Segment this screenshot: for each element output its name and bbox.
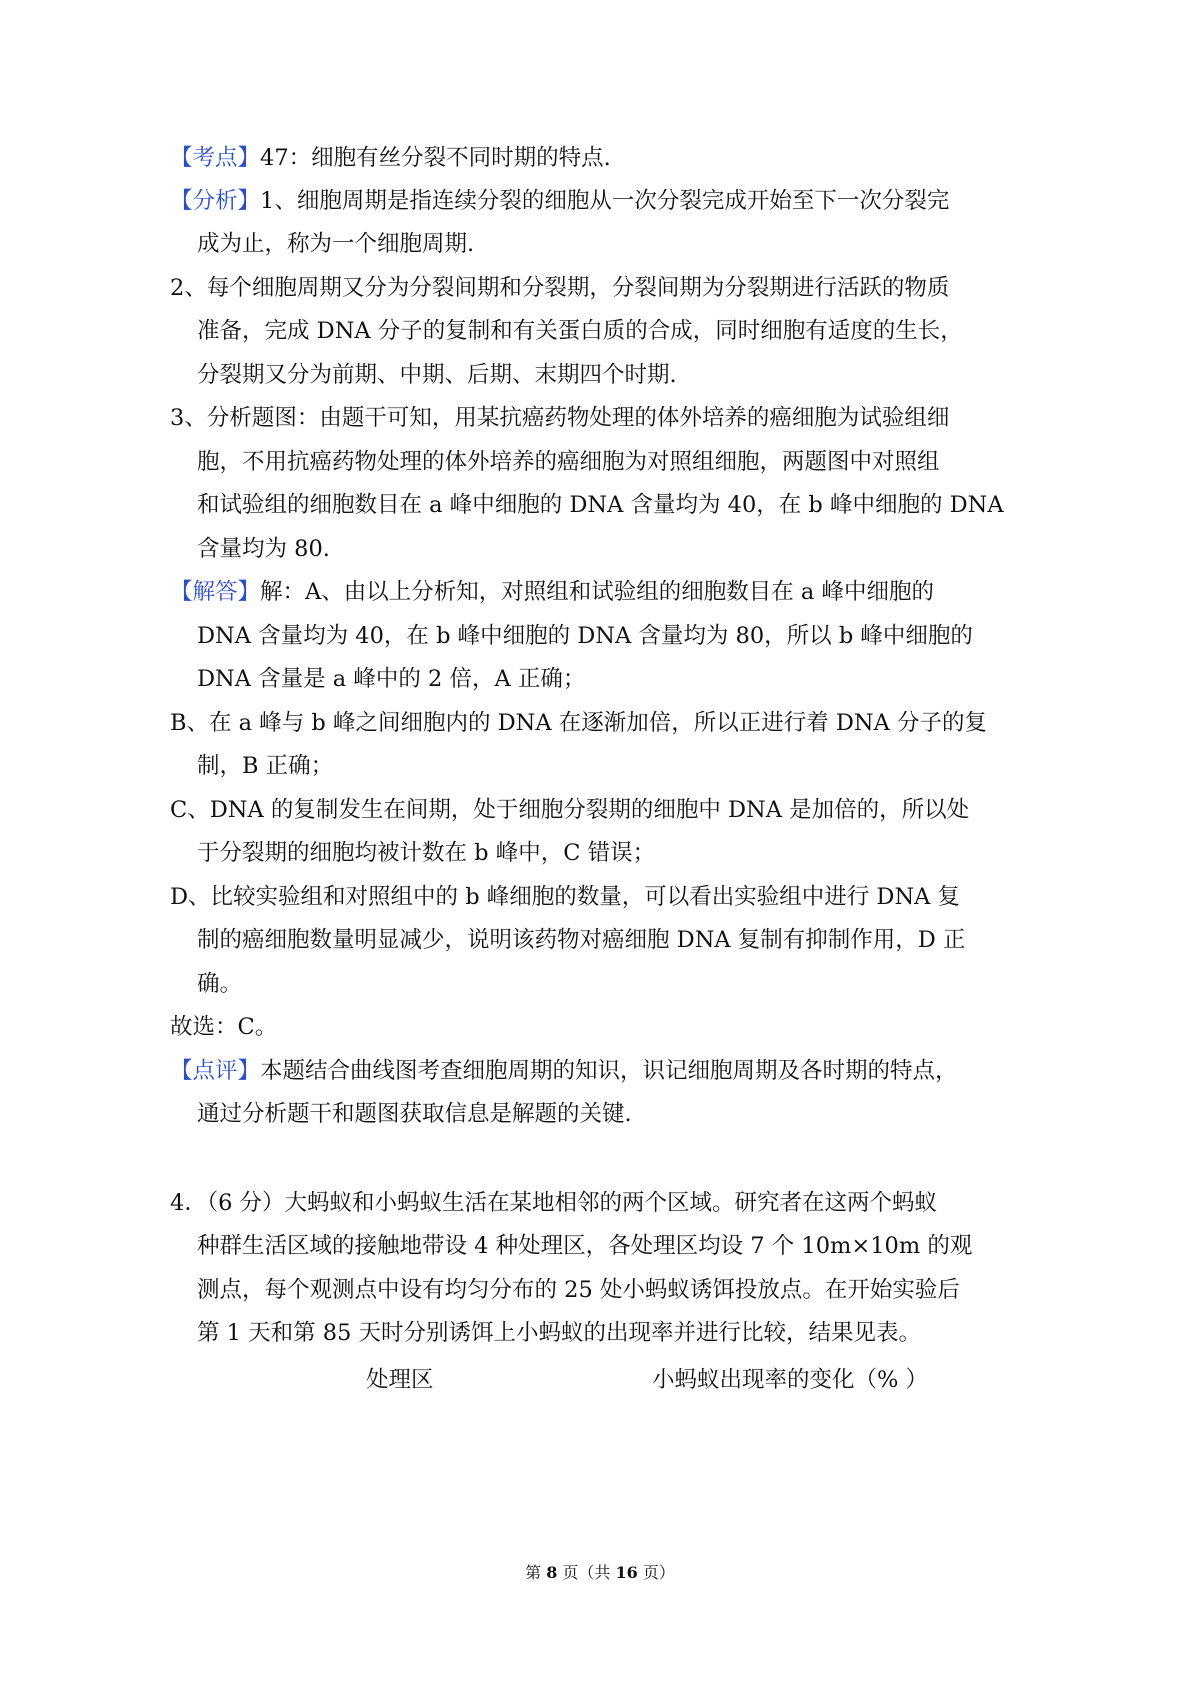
kaodian-tag: 【考点】 [170,145,261,171]
jieda-line-d2: 制的癌细胞数量明显减少，说明该药物对癌细胞 DNA 复制有抑制作用，D 正 [197,927,966,953]
fenxi-line-3b: 胞，不用抗癌药物处理的体外培养的癌细胞为对照组细胞，两题图中对照组 [197,449,940,475]
jieda-line-a3: DNA 含量是 a 峰中的 2 倍，A 正确； [197,666,586,692]
jieda-line-a2: DNA 含量均为 40，在 b 峰中细胞的 DNA 含量均为 80，所以 b 峰中细胞的 [197,623,973,649]
fenxi-text-1a: 1、细胞周期是指连续分裂的细胞从一次分裂完成开始至下一次分裂完 [260,188,950,214]
footer-page-number: 8 [546,1563,558,1582]
table-header-occurrence-change: 小蚂蚁出现率的变化（% ） [652,1367,929,1393]
fenxi-line-3d: 含量均为 80. [197,536,330,562]
question-4-line-4: 第 1 天和第 85 天时分别诱饵上小蚂蚁的出现率并进行比较，结果见表。 [197,1320,922,1346]
fenxi-line-2a: 2、每个细胞周期又分为分裂间期和分裂期，分裂间期为分裂期进行活跃的物质 [170,275,950,301]
fenxi-line-1b: 成为止，称为一个细胞周期. [197,231,475,257]
fenxi-tag: 【分析】 [170,188,261,214]
jieda-text-a1: 解：A、由以上分析知，对照组和试验组的细胞数目在 a 峰中细胞的 [260,579,934,605]
jieda-line-d3: 确。 [197,971,243,997]
guxuan-line: 故选：C。 [170,1014,278,1040]
fenxi-line-3a: 3、分析题图：由题干可知，用某抗癌药物处理的体外培养的癌细胞为试验组细 [170,405,950,431]
footer-total-pages: 16 [615,1563,638,1582]
jieda-line-b1: B、在 a 峰与 b 峰之间细胞内的 DNA 在逐渐加倍，所以正进行着 DNA 分子的复 [170,710,988,736]
dianping-tag: 【点评】 [170,1058,261,1084]
question-4-line-1: 4．（6 分）大蚂蚁和小蚂蚁生活在某地相邻的两个区域。研究者在这两个蚂蚁 [170,1190,938,1216]
table-header-treatment-area: 处理区 [366,1367,434,1393]
jieda-line-c1: C、DNA 的复制发生在间期，处于细胞分裂期的细胞中 DNA 是加倍的，所以处 [170,797,970,823]
jieda-line-b2: 制，B 正确； [197,753,334,779]
question-4-line-3: 测点，每个观测点中设有均匀分布的 25 处小蚂蚁诱饵投放点。在开始实验后 [197,1277,960,1303]
footer-suffix: 页） [637,1563,675,1582]
fenxi-line-2c: 分裂期又分为前期、中期、后期、末期四个时期. [197,362,677,388]
footer-middle: 页（共 [557,1563,616,1582]
dianping-line-2: 通过分析题干和题图获取信息是解题的关键. [197,1101,632,1127]
page-footer [0,1562,1200,1584]
dianping-text-1: 本题结合曲线图考查细胞周期的知识，识记细胞周期及各时期的特点， [260,1058,958,1084]
kaodian-text: 47：细胞有丝分裂不同时期的特点. [260,145,611,171]
fenxi-line-1 [170,186,949,216]
question-4-line-2: 种群生活区域的接触地带设 4 种处理区，各处理区均设 7 个 10m×10m 的观 [197,1233,973,1259]
dianping-line-1 [170,1056,958,1086]
jieda-line-d1: D、比较实验组和对照组中的 b 峰细胞的数量，可以看出实验组中进行 DNA 复 [170,884,961,910]
kaodian-line [170,143,611,173]
jieda-line-c2: 于分裂期的细胞均被计数在 b 峰中，C 错误； [197,840,656,866]
fenxi-line-2b: 准备，完成 DNA 分子的复制和有关蛋白质的合成，同时细胞有适度的生长， [197,318,963,344]
fenxi-line-3c: 和试验组的细胞数目在 a 峰中细胞的 DNA 含量均为 40，在 b 峰中细胞的 DNA [197,492,1004,518]
jieda-tag: 【解答】 [170,579,261,605]
footer-prefix: 第 [525,1563,547,1582]
jieda-line-a1 [170,577,934,607]
